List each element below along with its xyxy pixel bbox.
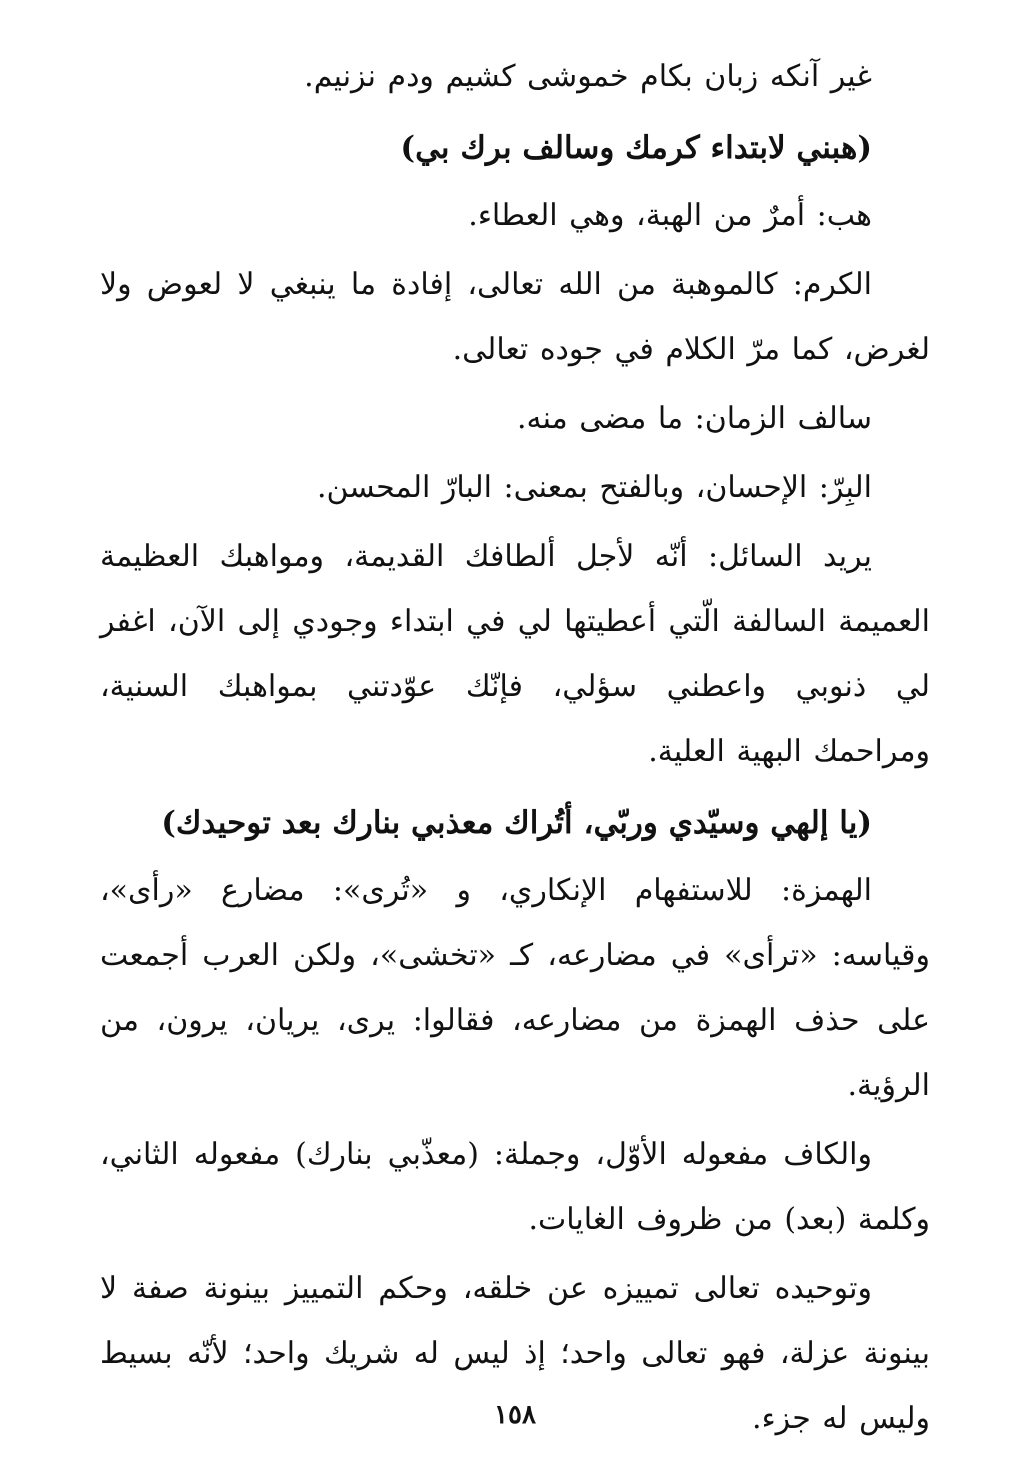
paragraph-tawhid-explanation: وتوحيده تعالى تمييزه عن خلقه، وحكم التمييز بينونة صفة لا بينونة عزلة، فهو تعالى واحد؛ إذ ليس له شريك واحد؛ لأنّه بسيط وليس له جزء.	[100, 1271, 930, 1436]
page-body	[100, 44, 930, 1455]
heading-supplication-1: (هبني لابتداء كرمك وسالف برك بي)	[400, 130, 872, 166]
paragraph-birr-definition: البِرّ: الإحسان، وبالفتح بمعنى: البارّ المحسن.	[317, 470, 872, 505]
paragraph-grammar-explanation: والكاف مفعوله الأوّل، وجملة: (معذّبي بنارك) مفعوله الثاني، وكلمة (بعد) من ظروف الغايات.	[100, 1137, 930, 1237]
paragraph-karam-definition: الكرم: كالموهبة من الله تعالى، إفادة ما ينبغي لا لعوض ولا لغرض، كما مرّ الكلام في جوده تعالى.	[100, 267, 930, 367]
page-number: ١٥٨	[494, 1400, 536, 1430]
paragraph-salif-definition: سالف الزمان: ما مضى منه.	[516, 401, 872, 436]
paragraph-persian-verse: غير آنكه زبان بكام خموشى كشيم ودم نزنيم.	[304, 59, 872, 94]
heading-supplication-2: (يا إلهي وسيّدي وربّي، أتُراك معذبي بنارك بعد توحيدك)	[161, 805, 872, 841]
paragraph-hamza-explanation: الهمزة: للاستفهام الإنكاري، و «تُرى»: مضارع «رأى»، وقياسه: «ترأى» في مضارعه، كـ «تخشى»، ولكن العرب أجمعت على حذف الهمزة من مضارعه، فقالوا: يرى، يريان، يرون، من الرؤية.	[100, 873, 930, 1103]
paragraph-commentary: يريد السائل: أنّه لأجل ألطافك القديمة، ومواهبك العظيمة العميمة السالفة الّتي أعطيتها لي في ابتداء وجودي إلى الآن، اغفر لي ذنوبي واعطني سؤلي، فإنّك عوّدتني بمواهبك السنية، ومراحمك البهية العلية.	[100, 539, 930, 769]
paragraph-hab-definition: هب: أمرٌ من الهبة، وهي العطاء.	[468, 198, 872, 233]
